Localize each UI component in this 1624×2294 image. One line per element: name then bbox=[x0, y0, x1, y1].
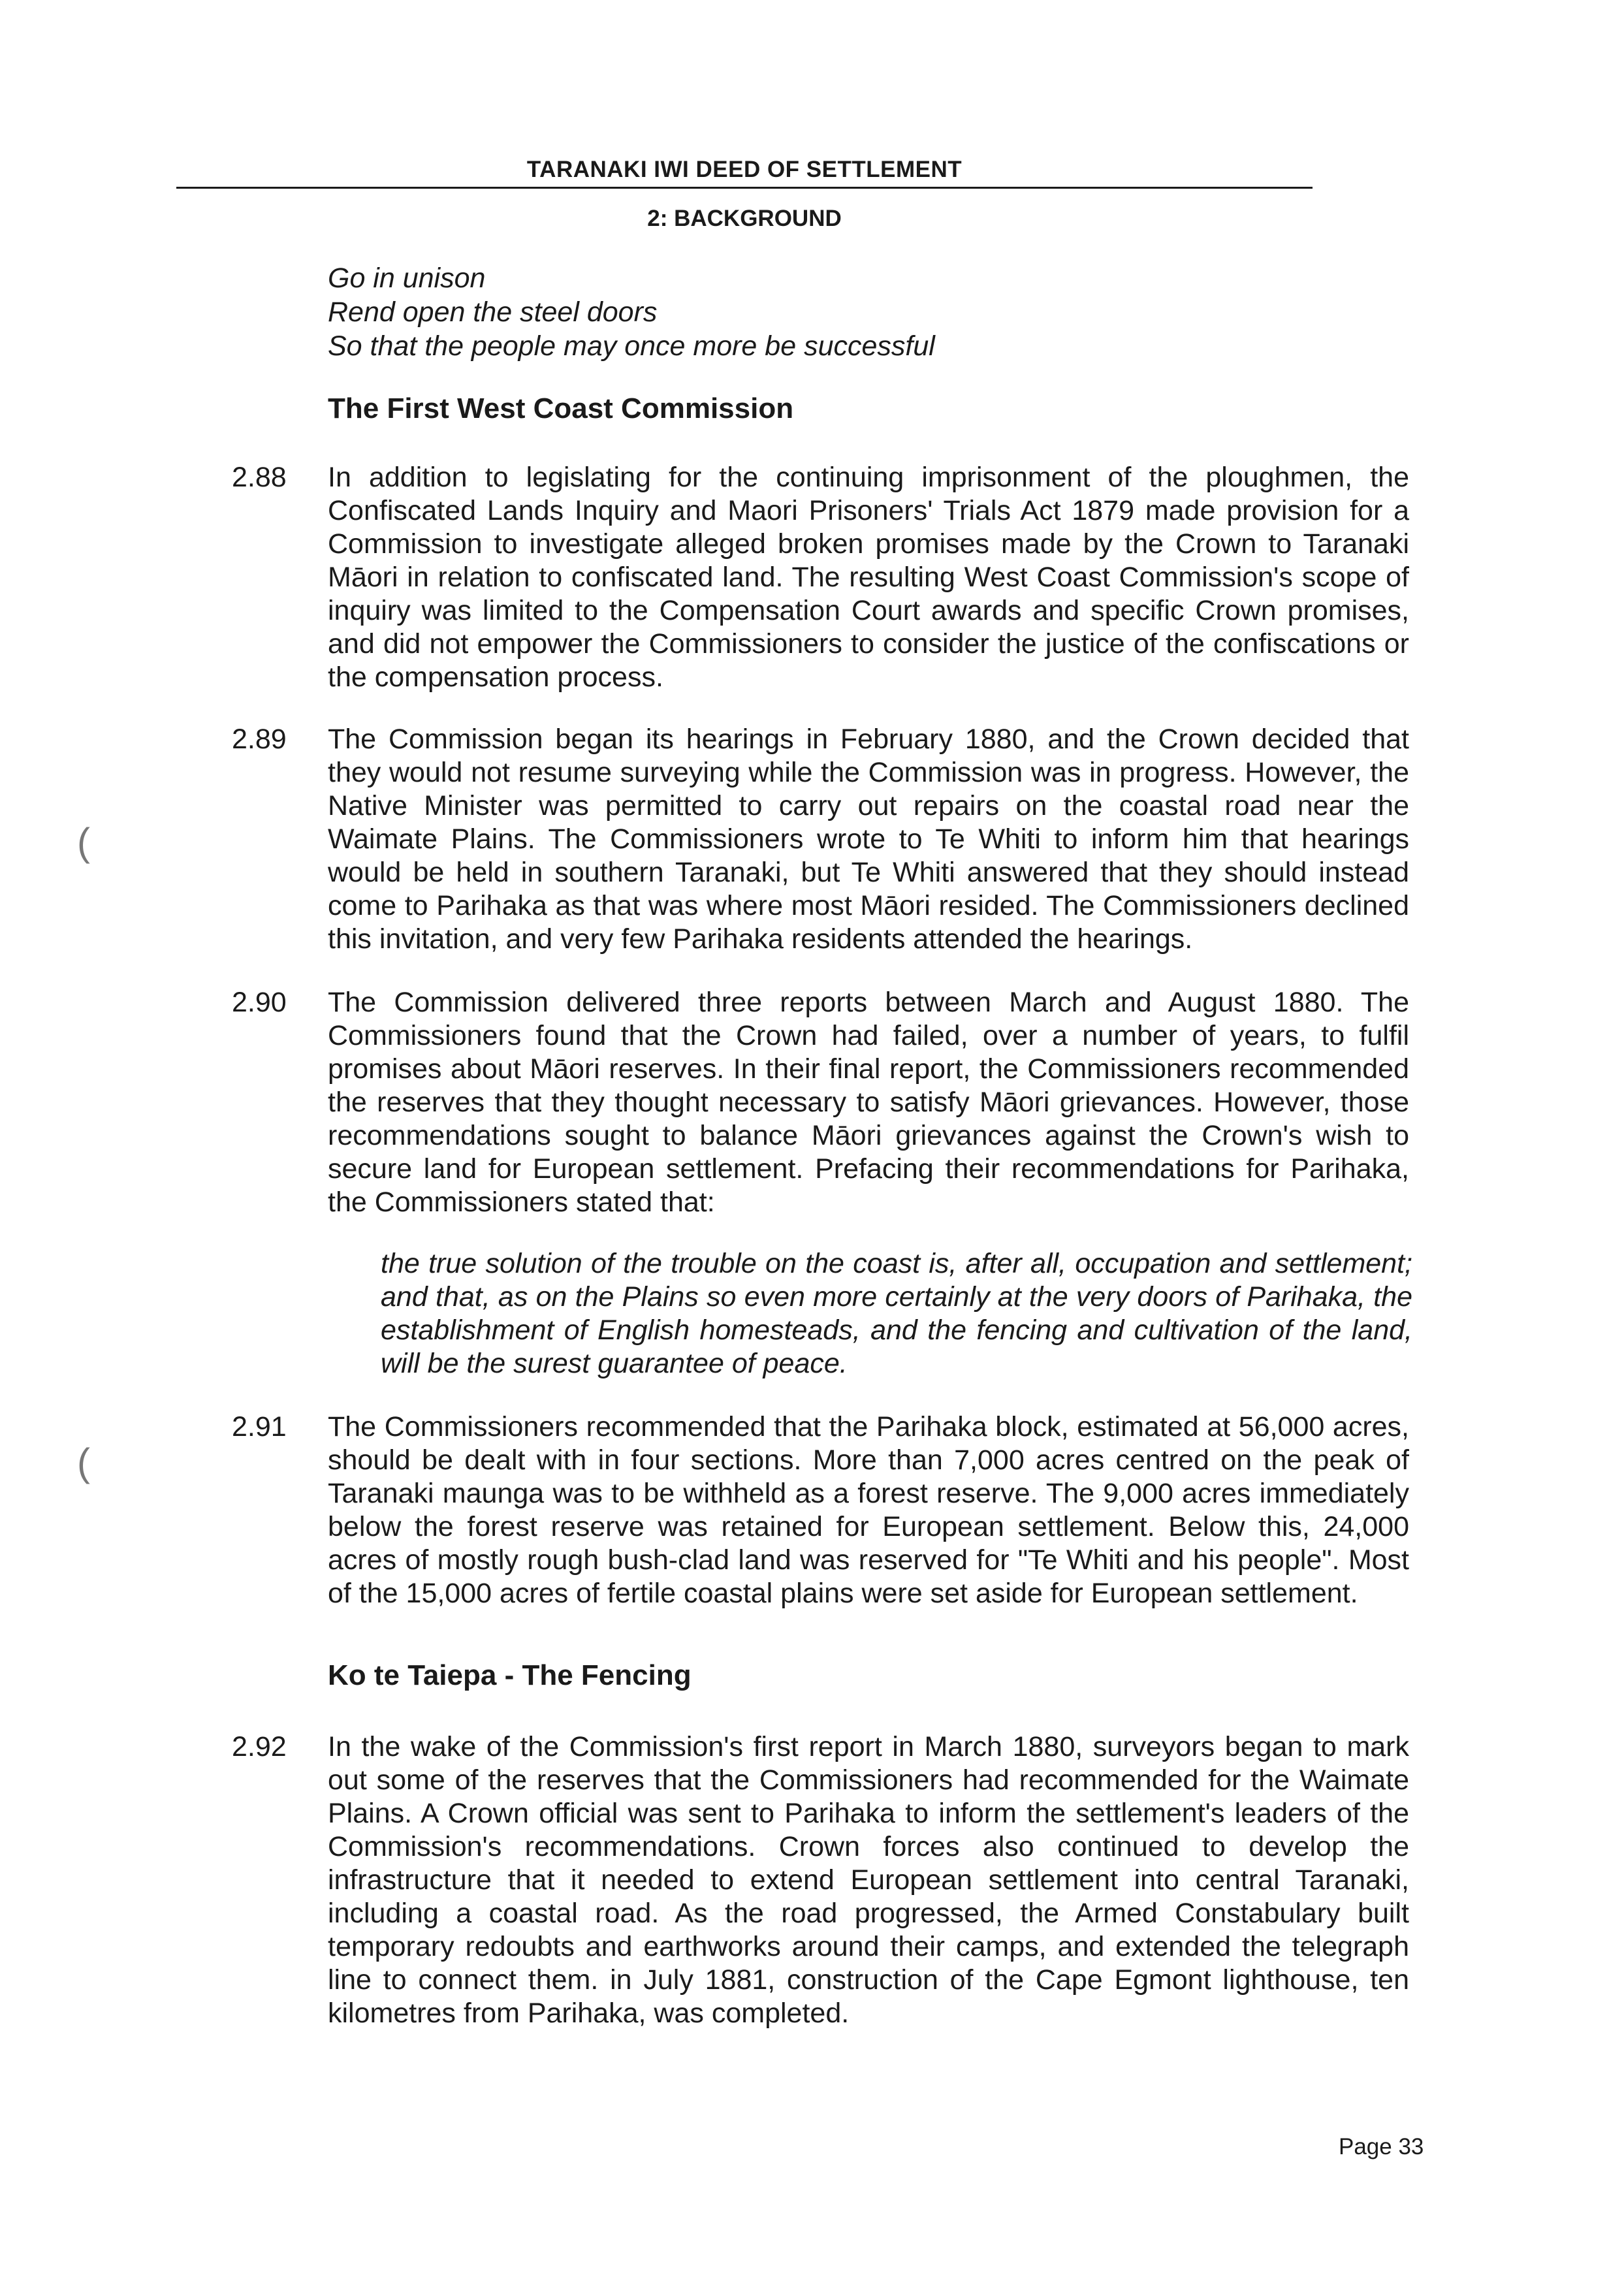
margin-hole-punch-mark: ( bbox=[77, 1441, 90, 1484]
section-label: 2: BACKGROUND bbox=[647, 206, 842, 231]
paragraph-2-89: The Commission began its hearings in February 1880, and the Crown decided that they would not resume surveying while the Commission was in progress. However, the Native Minister was permitted to carry out repairs on the coastal road near the Waimate Plains. The Commissioners wrote to Te Whiti to inform him that hearings would be held in southern Taranaki, but Te Whiti answered that they should instead come to Parihaka as that was where most Māori resided. The Commissioners declined this invitation, and very few Parihaka residents attended the hearings. bbox=[328, 724, 1409, 955]
paragraph-2-91: The Commissioners recommended that the Parihaka block, estimated at 56,000 acres, should be dealt with in four sections. More than 7,000 acres centred on the peak of Taranaki maunga was to be withheld as a forest reserve. The 9,000 acres immediately below the forest reserve was retained for European settlement. Below this, 24,000 acres of mostly rough bush-clad land was reserved for "Te Whiti and his people". Most of the 15,000 acres of fertile coastal plains were set aside for European settlement. bbox=[328, 1411, 1409, 1609]
document-title: TARANAKI IWI DEED OF SETTLEMENT bbox=[526, 157, 963, 182]
paragraph-number: 2.89 bbox=[232, 724, 287, 755]
paragraph-number: 2.88 bbox=[232, 462, 287, 493]
paragraph-2-92: In the wake of the Commission's first report in March 1880, surveyors began to mark out some of the reserves that the Commissioners had recommended for the Waimate Plains. A Crown official was sent to Parihaka to inform the settlement's leaders of the Commission's recommendations. Crown forces also continued to develop the infrastructure that it needed to extend European settlement into central Taranaki, including a coastal road. As the road progressed, the Armed Constabulary built temporary redoubts and earthworks around their camps, and extended the telegraph line to connect them. in July 1881, construction of the Cape Egmont lighthouse, ten kilometres from Parihaka, was completed. bbox=[328, 1731, 1409, 2029]
paragraph-2-90: The Commission delivered three reports between March and August 1880. The Commissioners found that the Crown had failed, over a number of years, to fulfil promises about Māori reserves. In their final report, the Commissioners recommended the reserves that they thought necessary to satisfy Māori grievances. However, those recommendations sought to balance Māori grievances against the Crown's wish to secure land for European settlement. Prefacing their recommendations for Parihaka, the Commissioners stated that: bbox=[328, 987, 1409, 1218]
heading-ko-te-taiepa: Ko te Taiepa - The Fencing bbox=[328, 1659, 692, 1691]
header-divider bbox=[176, 187, 1313, 189]
paragraph-number: 2.90 bbox=[232, 987, 287, 1018]
paragraph-number: 2.91 bbox=[232, 1411, 287, 1442]
poem-block bbox=[328, 261, 935, 363]
poem-line: Rend open the steel doors bbox=[328, 296, 658, 328]
paragraph-number: 2.92 bbox=[232, 1731, 287, 1762]
block-quote: the true solution of the trouble on the coast is, after all, occupation and settlement; and that, as on the Plains so even more certainly at the very doors of Parihaka, the establishment of English homesteads, and the fencing and cultivation of the land, will be the surest guarantee of peace. bbox=[381, 1248, 1412, 1379]
page-number: Page 33 bbox=[1339, 2134, 1424, 2159]
poem-line: So that the people may once more be successful bbox=[328, 330, 935, 362]
margin-hole-punch-mark: ( bbox=[77, 820, 90, 864]
heading-first-west-coast-commission: The First West Coast Commission bbox=[328, 392, 794, 424]
paragraph-2-88: In addition to legislating for the continuing imprisonment of the ploughmen, the Confiscated Lands Inquiry and Maori Prisoners' Trials Act 1879 made provision for a Commission to investigate alleged broken promises made by the Crown to Taranaki Māori in relation to confiscated land. The resulting West Coast Commission's scope of inquiry was limited to the Compensation Court awards and specific Crown promises, and did not empower the Commissioners to consider the justice of the confiscations or the compensation process. bbox=[328, 462, 1409, 693]
poem-line: Go in unison bbox=[328, 263, 486, 294]
